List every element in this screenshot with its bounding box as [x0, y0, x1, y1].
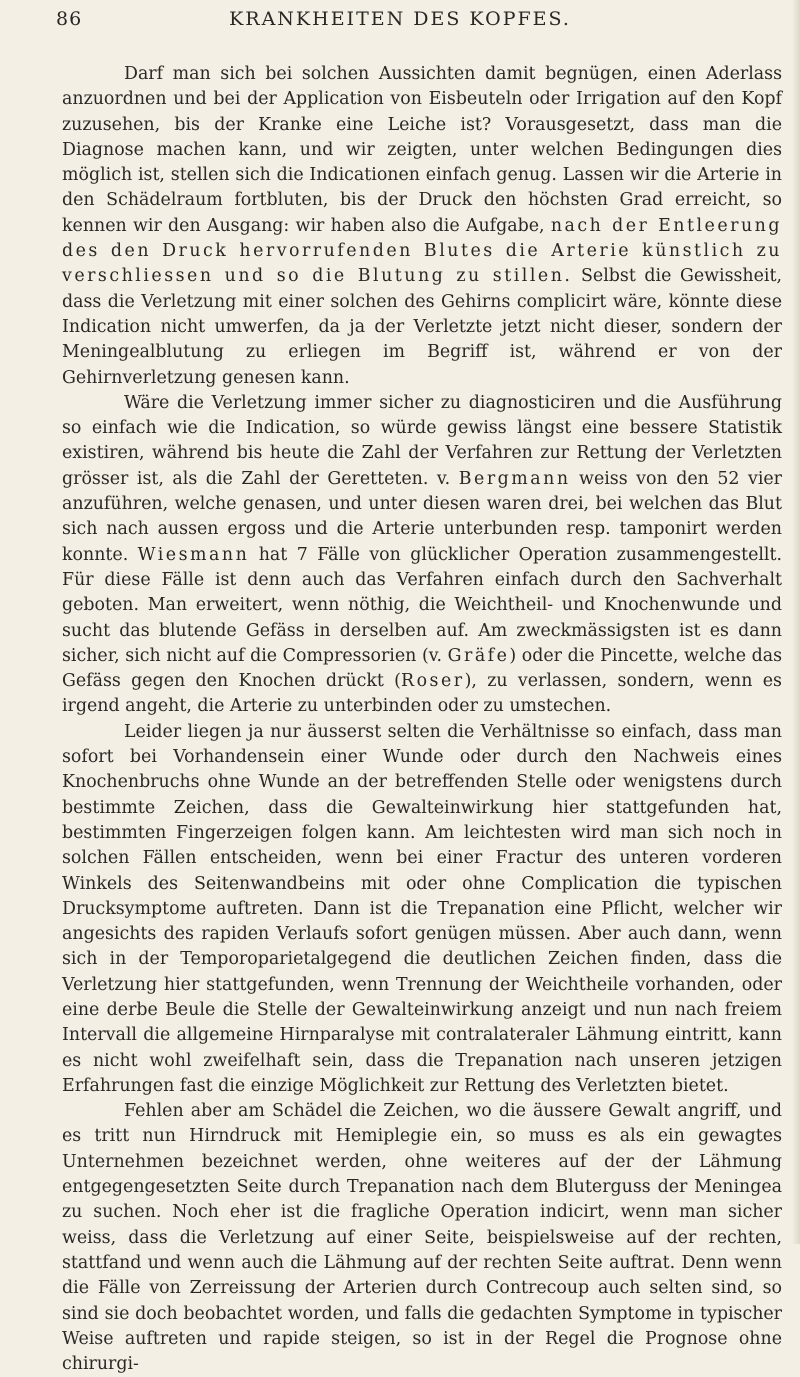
text-segment: Darf man sich bei solchen Aussichten damit begnügen, einen Aderlass anzuordnen und bei der Application von Eisbeuteln oder Irrigation auf den Kopf zuzusehen, bis der Kranke eine Leiche ist? Vorausgesetzt, dass man die Diagnose machen kann, und wir zeigten, unter welchen Bedingungen dies möglich ist, stellen sich die Indicationen einfach genug. Lassen wir die Arterie in den Schädelraum fortbluten, bis der Druck den höchsten Grad erreicht, so kennen wir den Ausgang: wir haben also die Aufgabe, [62, 64, 782, 236]
text-segment: weiss von den 52 vier anzuführen, welche genasen, und unter diesen waren drei, bei welchen das Blut sich nach aussen ergoss und die Arterie unterbunden resp. tamponirt werden konnte. [62, 468, 782, 565]
paragraph [62, 62, 782, 391]
paragraph [62, 1099, 782, 1377]
running-head: KRANKHEITEN DES KOPFES. [229, 8, 571, 30]
emphasized-text: Wiesmann [137, 544, 250, 565]
page-edge-shadow [792, 0, 800, 1244]
body-text [62, 62, 782, 1377]
page-number: 86 [56, 8, 83, 30]
text-segment: Fehlen aber am Schädel die Zeichen, wo die äussere Gewalt angriff, und es tritt nun Hirndruck mit Hemiplegie ein, so muss es als ein gewagtes Unternehmen bezeichnet werden, ohne weiteres auf der der Lähmung entgegengesetzten Seite durch Trepanation nach dem Bluterguss der Meningea zu suchen. Noch eher ist die fragliche Operation indicirt, wenn man sicher weiss, dass die Verletzung auf einer Seite, beispielsweise auf der rechten, stattfand und wenn auch die Lähmung auf der rechten Seite auftrat. Denn wenn die Fälle von Zerreissung der Arterien durch Contrecoup auch selten sind, so sind sie doch beobachtet worden, und falls die gedachten Symptome in typischer Weise auftreten und rapide steigen, so ist in der Regel die Prognose ohne chirurgi- [62, 1101, 782, 1375]
paragraph [62, 720, 782, 1099]
emphasized-text: nach der Entleerung des den Druck hervorrufenden Blutes die Arterie künstlich zu verschliessen und so die Blutung zu stillen. [62, 215, 782, 287]
text-segment: Leider liegen ja nur äusserst selten die Verhältnisse so einfach, dass man sofort bei Vorhandensein einer Wunde oder durch den Nachweis eines Knochenbruchs ohne Wunde an der betreffenden Stelle oder wenigstens durch bestimmte Zeichen, dass die Gewalteinwirkung hier stattgefunden hat, bestimmten Fingerzeigen folgen kann. Am leichtesten wird man sich noch in solchen Fällen entscheiden, wenn bei einer Fractur des unteren vorderen Winkels des Seitenwandbeins mit oder ohne Complication die typischen Drucksymptome auftreten. Dann ist die Trepanation eine Pflicht, welcher wir angesichts des rapiden Verlaufs sofort genügen müssen. Aber auch dann, wenn sich in der Temporoparietalgegend die deutlichen Zeichen finden, dass die Verletzung hier stattgefunden, wenn Trennung der Weichtheile vorhanden, oder eine derbe Beule die Stelle der Gewalteinwirkung anzeigt und nun nach freiem Intervall die allgemeine Hirnparalyse mit contralateraler Lähmung eintritt, kann es nicht wohl zweifelhaft sein, dass die Trepanation nach unseren jetzigen Erfahrungen fast die einzige Möglichkeit zur Rettung des Verletzten bietet. [62, 721, 782, 1096]
emphasized-text: Gräfe [447, 645, 510, 666]
text-segment: ), zu verlassen, sondern, wenn es irgend angeht, die Arterie zu unterbinden oder zu umstechen. [62, 671, 782, 717]
paragraph [62, 391, 782, 720]
text-segment: ) oder die Pincette, welche das Gefäss gegen den Knochen drückt ( [62, 645, 783, 692]
text-segment: Selbst die Gewissheit, dass die Verletzung mit einer solchen des Gehirns complicirt wäre, könnte diese Indication nicht umwerfen, da ja der Verletzte jetzt nicht dieser, sondern der Meningealblutung zu erliegen im Begriff ist, während er von der Gehirnverletzung genesen kann. [62, 266, 782, 388]
emphasized-text: Bergmann [458, 468, 571, 489]
text-segment: hat 7 Fälle von glücklicher Operation zusammengestellt. Für diese Fälle ist denn auch das Verfahren einfach durch den Sachverhalt geboten. Man erweitert, wenn nöthig, die Weichtheil- und Knochenwunde und sucht das blutende Gefäss in derselben auf. Am zweckmässigsten ist es dann sicher, sich nicht auf die Compressorien (v. [62, 544, 782, 666]
emphasized-text: Roser [400, 671, 465, 692]
text-segment: Wäre die Verletzung immer sicher zu diagnosticiren und die Ausführung so einfach wie die Indication, so würde gewiss längst eine bessere Statistik existiren, während bis heute die Zahl der Verfahren zur Rettung der Verletzten grösser ist, als die Zahl der Geretteten. v. [62, 392, 782, 489]
